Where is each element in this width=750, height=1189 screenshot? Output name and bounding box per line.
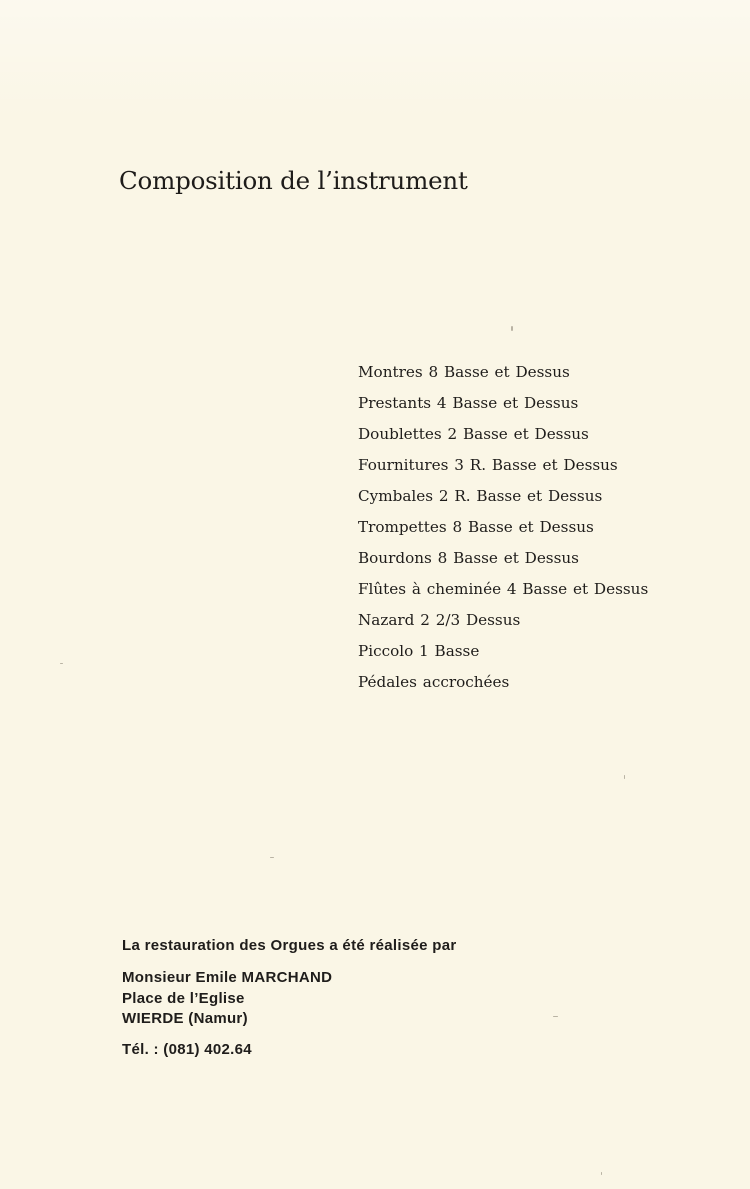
stop-item: Piccolo 1 Basse (358, 642, 480, 660)
stop-item: Doublettes 2 Basse et Dessus (358, 425, 589, 443)
stop-item: Fournitures 3 R. Basse et Dessus (358, 456, 618, 474)
paper-speck (601, 1172, 602, 1175)
stop-item: Cymbales 2 R. Basse et Dessus (358, 487, 603, 505)
paper-speck (511, 326, 513, 331)
organ-builder-address (122, 968, 332, 1030)
stop-item: Flûtes à cheminée 4 Basse et Dessus (358, 580, 649, 598)
stop-item: Montres 8 Basse et Dessus (358, 363, 570, 381)
page-title: Composition de l’instrument (119, 166, 468, 195)
builder-street: Place de l’Eglise (122, 989, 245, 1007)
restoration-credit: La restauration des Orgues a été réalisée par (122, 937, 457, 954)
stop-item: Bourdons 8 Basse et Dessus (358, 549, 579, 567)
stop-item: Pédales accrochées (358, 673, 510, 691)
organ-stop-list (358, 357, 648, 698)
paper-speck (270, 857, 274, 858)
stop-item: Trompettes 8 Basse et Dessus (358, 518, 594, 536)
builder-name: Monsieur Emile MARCHAND (122, 969, 333, 986)
paper-speck (553, 1016, 558, 1017)
stop-item: Prestants 4 Basse et Dessus (358, 394, 579, 412)
builder-phone: Tél. : (081) 402.64 (122, 1041, 252, 1058)
builder-town: WIERDE (Namur) (122, 1010, 248, 1027)
paper-speck (624, 775, 625, 779)
paper-speck (60, 663, 63, 664)
stop-item: Nazard 2 2/3 Dessus (358, 611, 521, 629)
